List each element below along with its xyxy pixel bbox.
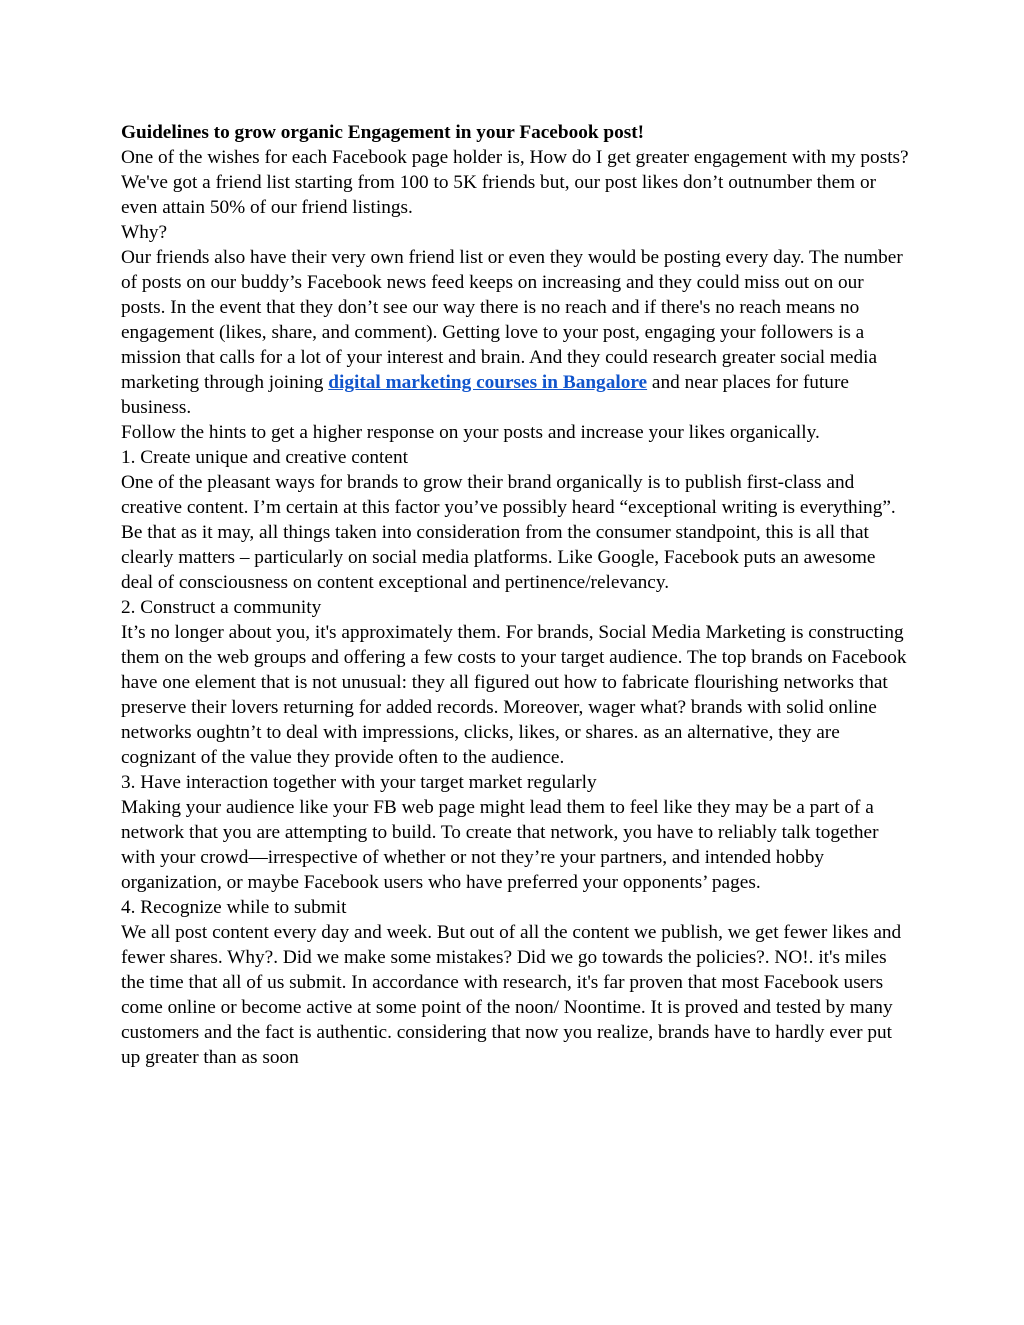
follow-hints-paragraph: Follow the hints to get a higher response on your posts and increase your likes organically. (121, 422, 820, 443)
document-title: Guidelines to grow organic Engagement in your Facebook post! (121, 122, 645, 143)
friends-text-before-link: Our friends also have their very own friend list or even they would be posting every day. The number of posts on our buddy’s Facebook news feed keeps on increasing and they could miss out on our posts. In the event that they don’t see our way there is no reach and if there's no reach means no engagement (likes, share, and comment). Getting love to your post, engaging your followers is a mission that calls for a lot of your interest and brain. And they could research greater social media marketing through joining (121, 247, 903, 393)
friends-text-after-link: and near places for future business. (121, 372, 849, 418)
section-body-3: Making your audience like your FB web page might lead them to feel like they may be a part of a network that you are attempting to build. To create that network, you have to reliably talk together with your crowd—irrespective of whether or not they’re your partners, and intended hobby organization, or maybe Facebook users who have preferred your opponents’ pages. (121, 797, 879, 893)
why-paragraph: Why? (121, 222, 168, 243)
section-heading-4: 4. Recognize while to submit (121, 897, 347, 918)
section-heading-2: 2. Construct a community (121, 597, 322, 618)
section-heading-3: 3. Have interaction together with your target market regularly (121, 772, 597, 793)
section-heading-1: 1. Create unique and creative content (121, 447, 408, 468)
section-body-2: It’s no longer about you, it's approximately them. For brands, Social Media Marketing is constructing them on the web groups and offering a few costs to your target audience. The top brands on Facebook have one element that is not unusual: they all figured out how to fabricate flourishing networks that preserve their lovers returning for added records. Moreover, wager what? brands with solid online networks oughtn’t to deal with impressions, clicks, likes, or shares. as an alternative, they are cognizant of the value they provide often to the audience. (121, 622, 907, 768)
friends-paragraph (121, 245, 911, 420)
section-body-4: We all post content every day and week. But out of all the content we publish, we get fewer likes and fewer shares. Why?. Did we make some mistakes? Did we go towards the policies?. NO!. it's miles the time that all of us submit. In accordance with research, it's far proven that most Facebook users come online or become active at some point of the noon/ Noontime. It is proved and tested by many customers and the fact is authentic. considering that now you realize, brands have to hardly ever put up greater than as soon (121, 922, 902, 1068)
document-page (121, 120, 911, 1070)
section-body-1: One of the pleasant ways for brands to grow their brand organically is to publish first-class and creative content. I’m certain at this factor you’ve possibly heard “exceptional writing is everything”. Be that as it may, all things taken into consideration from the consumer standpoint, this is all that clearly matters – particularly on social media platforms. Like Google, Facebook puts an awesome deal of consciousness on content exceptional and pertinence/relevancy. (121, 472, 896, 593)
digital-marketing-courses-link[interactable]: digital marketing courses in Bangalore (328, 372, 648, 393)
intro-paragraph: One of the wishes for each Facebook page holder is, How do I get greater engagement with my posts? We've got a friend list starting from 100 to 5K friends but, our post likes don’t outnumber them or even attain 50% of our friend listings. (121, 147, 909, 218)
